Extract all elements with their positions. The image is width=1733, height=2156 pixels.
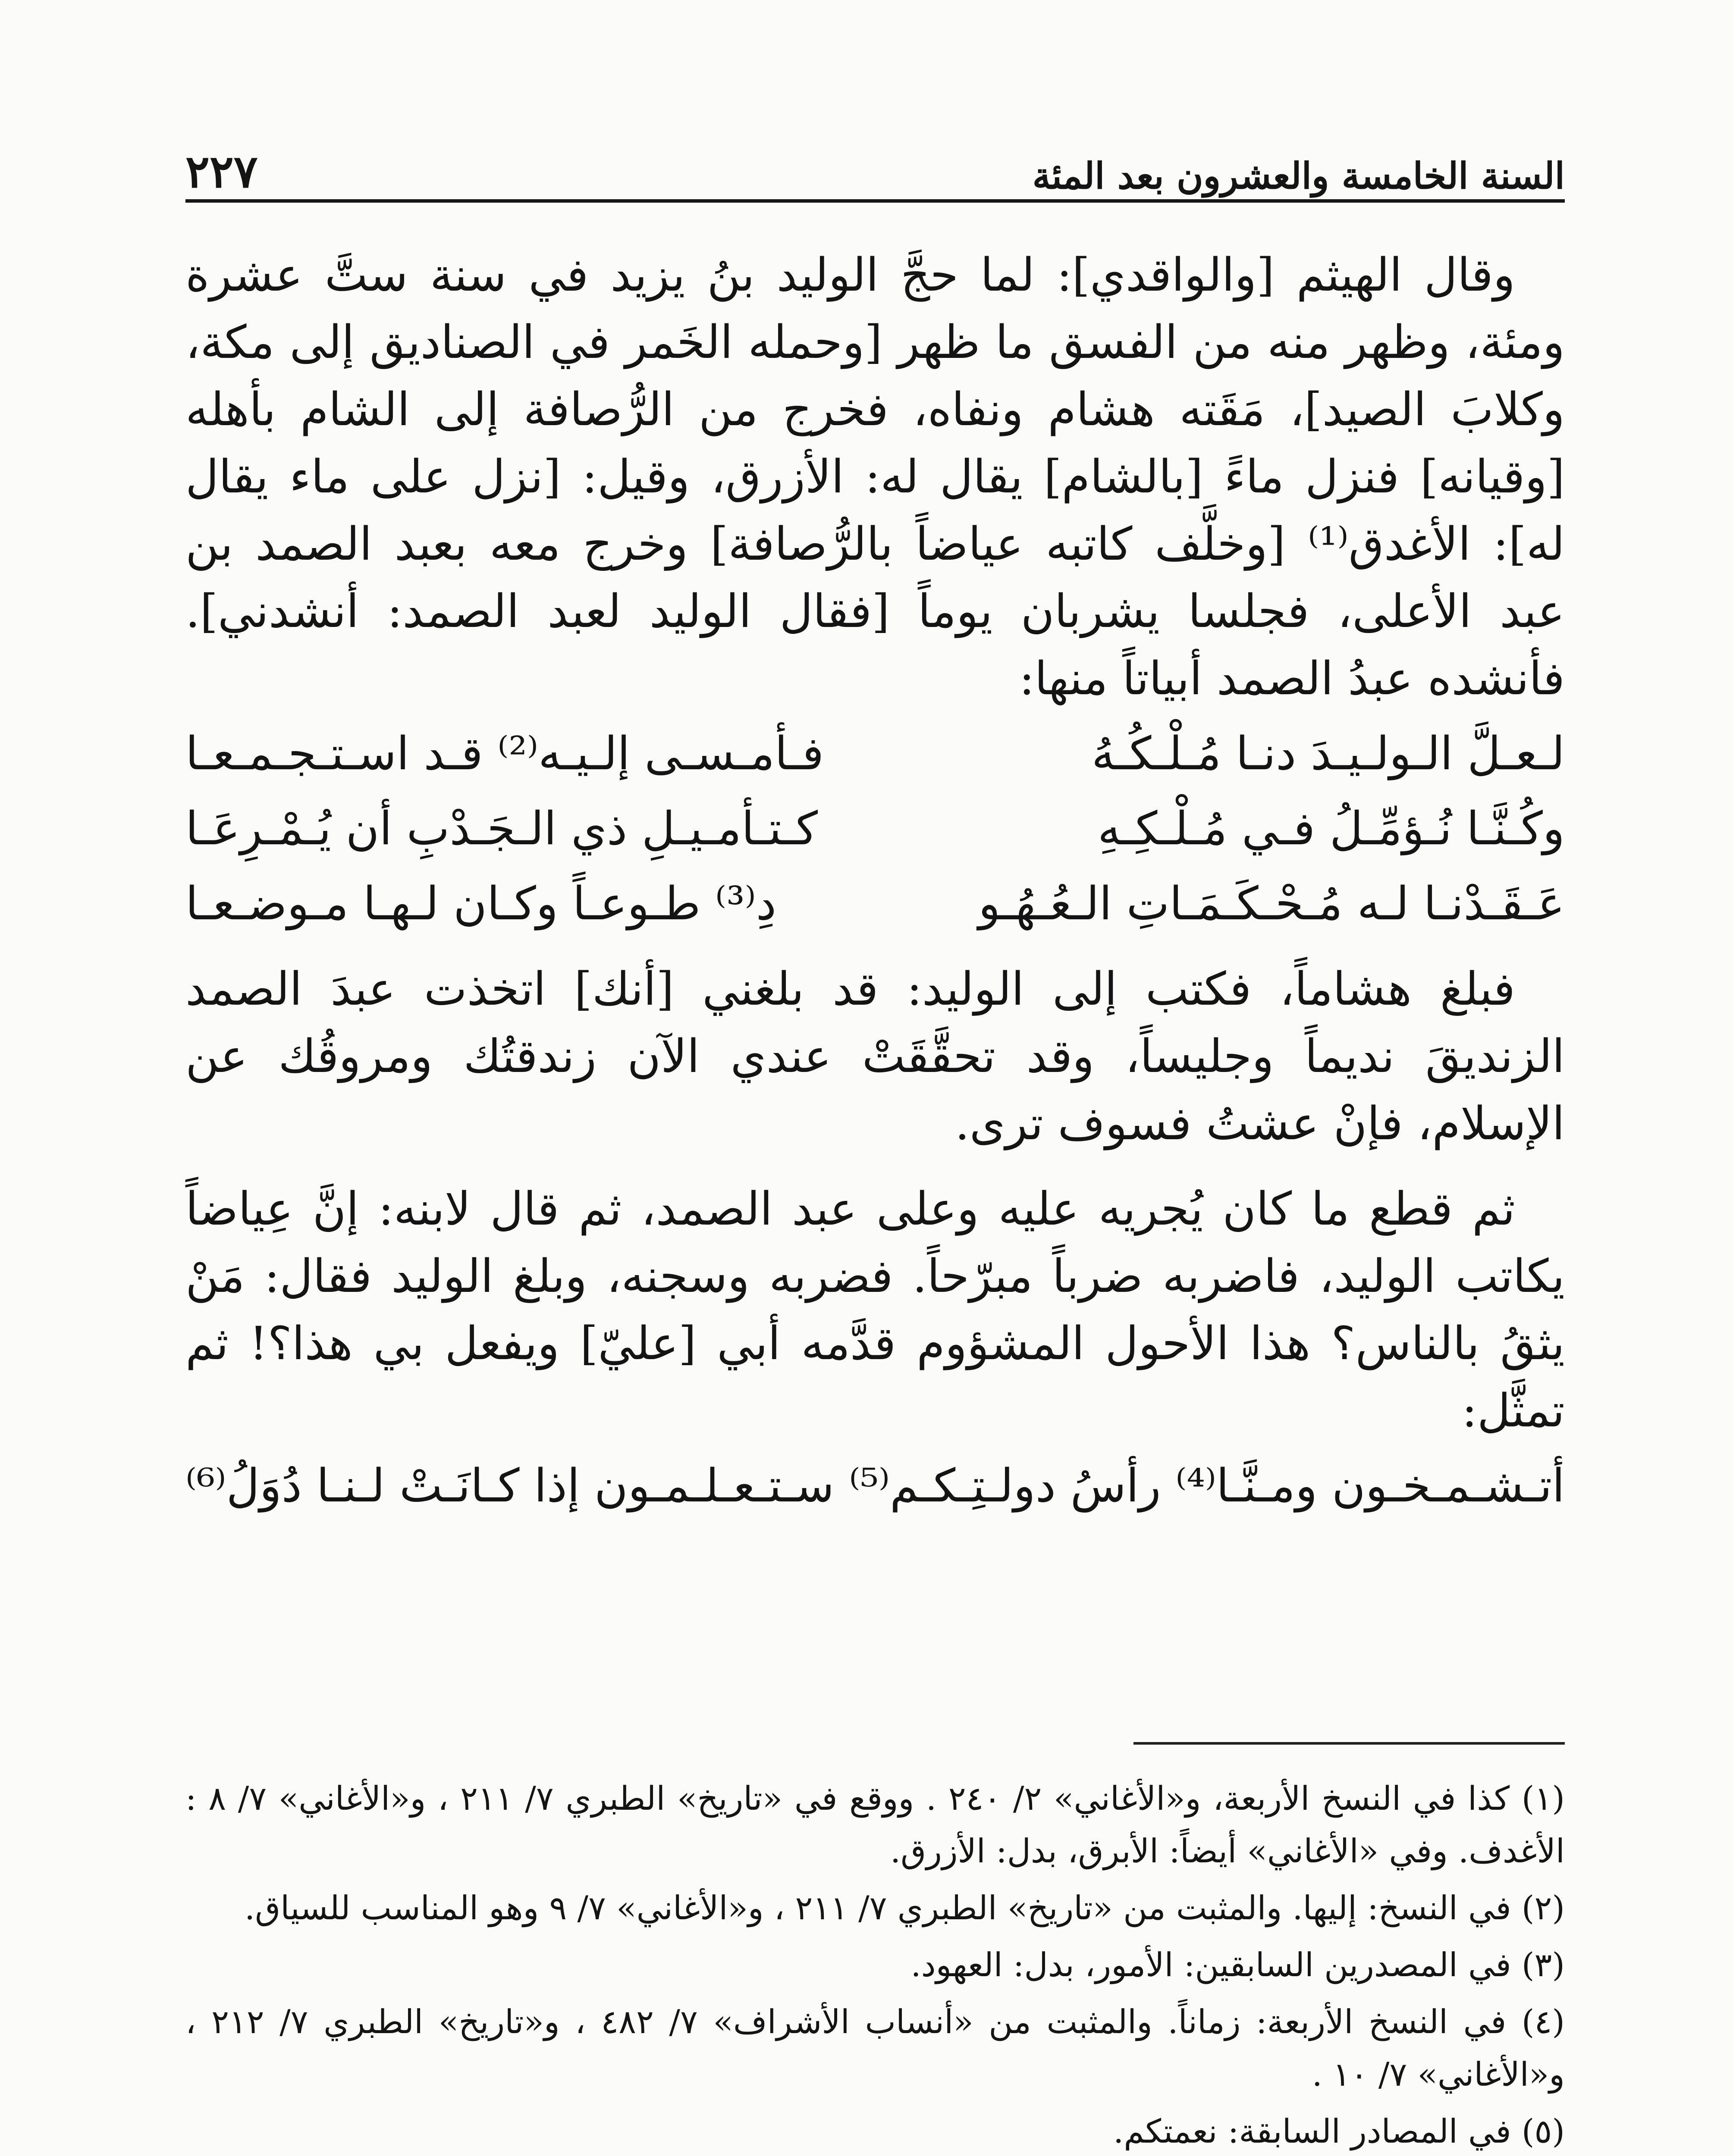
verse-1-second-hemistich: فـأمـسـى إلـيـه⁽²⁾ قـد اسـتـجـمـعـا	[185, 727, 824, 780]
paragraph-2: فبلغ هشاماً، فكتب إلى الوليد: قد بلغني [أنك] اتخذت عبدَ الصمد الزنديقَ نديماً وجليساً، وقد تحقَّقَتْ عندي الآن زندقتُك ومروقُك عن الإسلام، فإنْ عشتُ فسوف ترى.	[185, 962, 1565, 1150]
header-rule	[185, 199, 1565, 203]
main-text	[185, 241, 1565, 1520]
verse-2-second-hemistich: كـتـأمـيـلِ ذي الـجَـدْبِ أن يُـمْـرِعَـا	[185, 802, 818, 855]
verse-line-3	[185, 870, 1565, 937]
verse-4-second-hemistich: سـتـعـلـمـون إذا كـانَـتْ لـنـا دُوَلُ⁽⁶⁾	[185, 1459, 835, 1512]
paragraph-1: وقال الهيثم [والواقدي]: لما حجَّ الوليد بنُ يزيد في سنة ستَّ عشرة ومئة، وظهر منه من الفسق ما ظهر [وحمله الخَمر في الصناديق إلى مكة، وكلابَ الصيد]، مَقَته هشام ونفاه، فخرج من الرُّصافة إلى الشام بأهله [وقيانه] فنزل ماءً [بالشام] يقال له: الأزرق، وقيل: [نزل على ماء يقال له]: الأغدق⁽¹⁾ [وخلَّف كاتبه عياضاً بالرُّصافة] وخرج معه بعبد الصمد بن عبد الأعلى، فجلسا يشربان يوماً [فقال الوليد لعبد الصمد: أنشدني]. فأنشده عبدُ الصمد أبياتاً منها:	[185, 248, 1565, 705]
verse-2-first-hemistich: وكُـنَّـا نُـؤمِّـلُ فـي مُـلْـكِـهِ	[1097, 802, 1565, 855]
verse-3-second-hemistich: دِ⁽³⁾ طـوعـاً وكـان لـهـا مـوضـعـا	[185, 877, 776, 930]
verse-4-first-hemistich: أتـشـمـخـون ومـنَّـا⁽⁴⁾ رأسُ دولـتِـكـم⁽⁵⁾	[849, 1459, 1565, 1512]
footnote-rule	[1133, 1742, 1565, 1745]
footnote-4: (٤) في النسخ الأربعة: زماناً. والمثبت من «أنساب الأشراف» ٧/ ٤٨٢ ، و«تاريخ» الطبري ٧/ ٢١٢ ، و«الأغاني» ٧/ ١٠ .	[185, 2002, 1565, 2093]
verse-line-1	[185, 720, 1565, 787]
paragraph-3: ثم قطع ما كان يُجريه عليه وعلى عبد الصمد، ثم قال لابنه: إنَّ عِياضاً يكاتب الوليد، فاضربه ضرباً مبرّحاً. فضربه وسجنه، وبلغ الوليد فقال: مَنْ يثقُ بالناس؟ هذا الأحول المشؤوم قدَّمه أبي [عليّ] ويفعل بي هذا؟! ثم تمثَّل:	[185, 1182, 1565, 1437]
verse-3-first-hemistich: عَـقَـدْنـا لـه مُـحْـكَـمَـاتِ الـعُـهُـو	[978, 877, 1565, 930]
verse-1-first-hemistich: لـعـلَّ الـولـيـدَ دنـا مُـلْـكُـهُ	[1092, 727, 1565, 780]
footnote-1: (١) كذا في النسخ الأربعة، و«الأغاني» ٢/ ٢٤٠ . ووقع في «تاريخ» الطبري ٧/ ٢١١ ، و«الأغاني» ٧/ ٨ : الأغدف. وفي «الأغاني» أيضاً: الأبرق، بدل: الأزرق.	[185, 1779, 1565, 1870]
footnotes	[185, 1772, 1565, 2156]
footnote-5: (٥) في المصادر السابقة: نعمتكم.	[1113, 2112, 1565, 2150]
footnote-3: (٣) في المصدرين السابقين: الأمور، بدل: العهود.	[910, 1946, 1565, 1984]
page-header	[185, 129, 1565, 198]
verse-line-4	[185, 1452, 1565, 1520]
footnote-2: (٢) في النسخ: إليها. والمثبت من «تاريخ» الطبري ٧/ ٢١١ ، و«الأغاني» ٧/ ٩ وهو المناسب للسياق.	[245, 1889, 1565, 1927]
page-number: ٢٢٧	[185, 145, 258, 198]
running-title: السنة الخامسة والعشرون بعد المئة	[1032, 154, 1565, 197]
verse-line-2	[185, 795, 1565, 862]
